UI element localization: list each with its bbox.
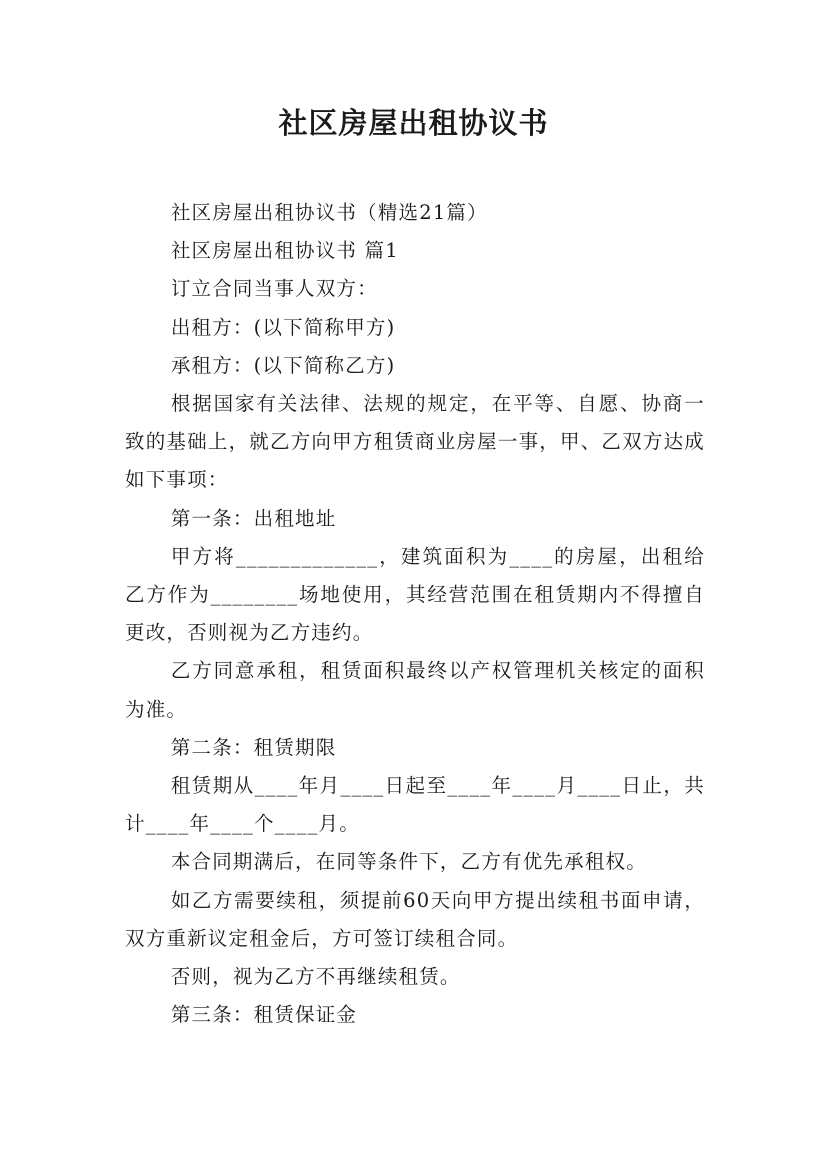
paragraph-no-renewal: 否则，视为乙方不再继续租赁。 [170,965,461,989]
paragraph-article-3-heading: 第三条：租赁保证金 [170,1003,358,1027]
paragraph-preamble: 根据国家有关法律、法规的规定，在平等、自愿、协商一致的基础上，就乙方向甲方租赁商业房屋一事，甲、乙双方达成如下事项： [125,392,705,492]
paragraph-parties: 订立合同当事人双方： [170,277,378,301]
document-title: 社区房屋出租协议书 [278,106,549,140]
paragraph-area-consent: 乙方同意承租，租赁面积最终以产权管理机关核定的面积为准。 [125,659,705,721]
paragraph-section-heading: 社区房屋出租协议书 篇1 [170,239,399,263]
paragraph-article-2-heading: 第二条：租赁期限 [170,735,337,759]
paragraph-article-1-text: 甲方将_____________，建筑面积为____的房屋，出租给乙方作为________场地使用，其经营范围在租赁期内不得擅自更改，否则视为乙方违约。 [125,544,705,645]
document-body [125,194,705,1034]
paragraph-renewal: 如乙方需要续租，须提前60天向甲方提出续租书面申请，双方重新议定租金后，方可签订续租合同。 [125,888,705,950]
paragraph-lease-period: 租赁期从____年月____日起至____年____月____日止，共计____年____个____月。 [125,774,705,836]
paragraph-lessee: 承租方：(以下简称乙方) [170,353,396,377]
paragraph-priority-right: 本合同期满后，在同等条件下，乙方有优先承租权。 [170,850,647,874]
paragraph-lessor: 出租方：(以下简称甲方) [170,315,396,339]
paragraph-article-1-heading: 第一条：出租地址 [170,506,337,530]
paragraph-subtitle: 社区房屋出租协议书（精选21篇） [170,201,488,224]
